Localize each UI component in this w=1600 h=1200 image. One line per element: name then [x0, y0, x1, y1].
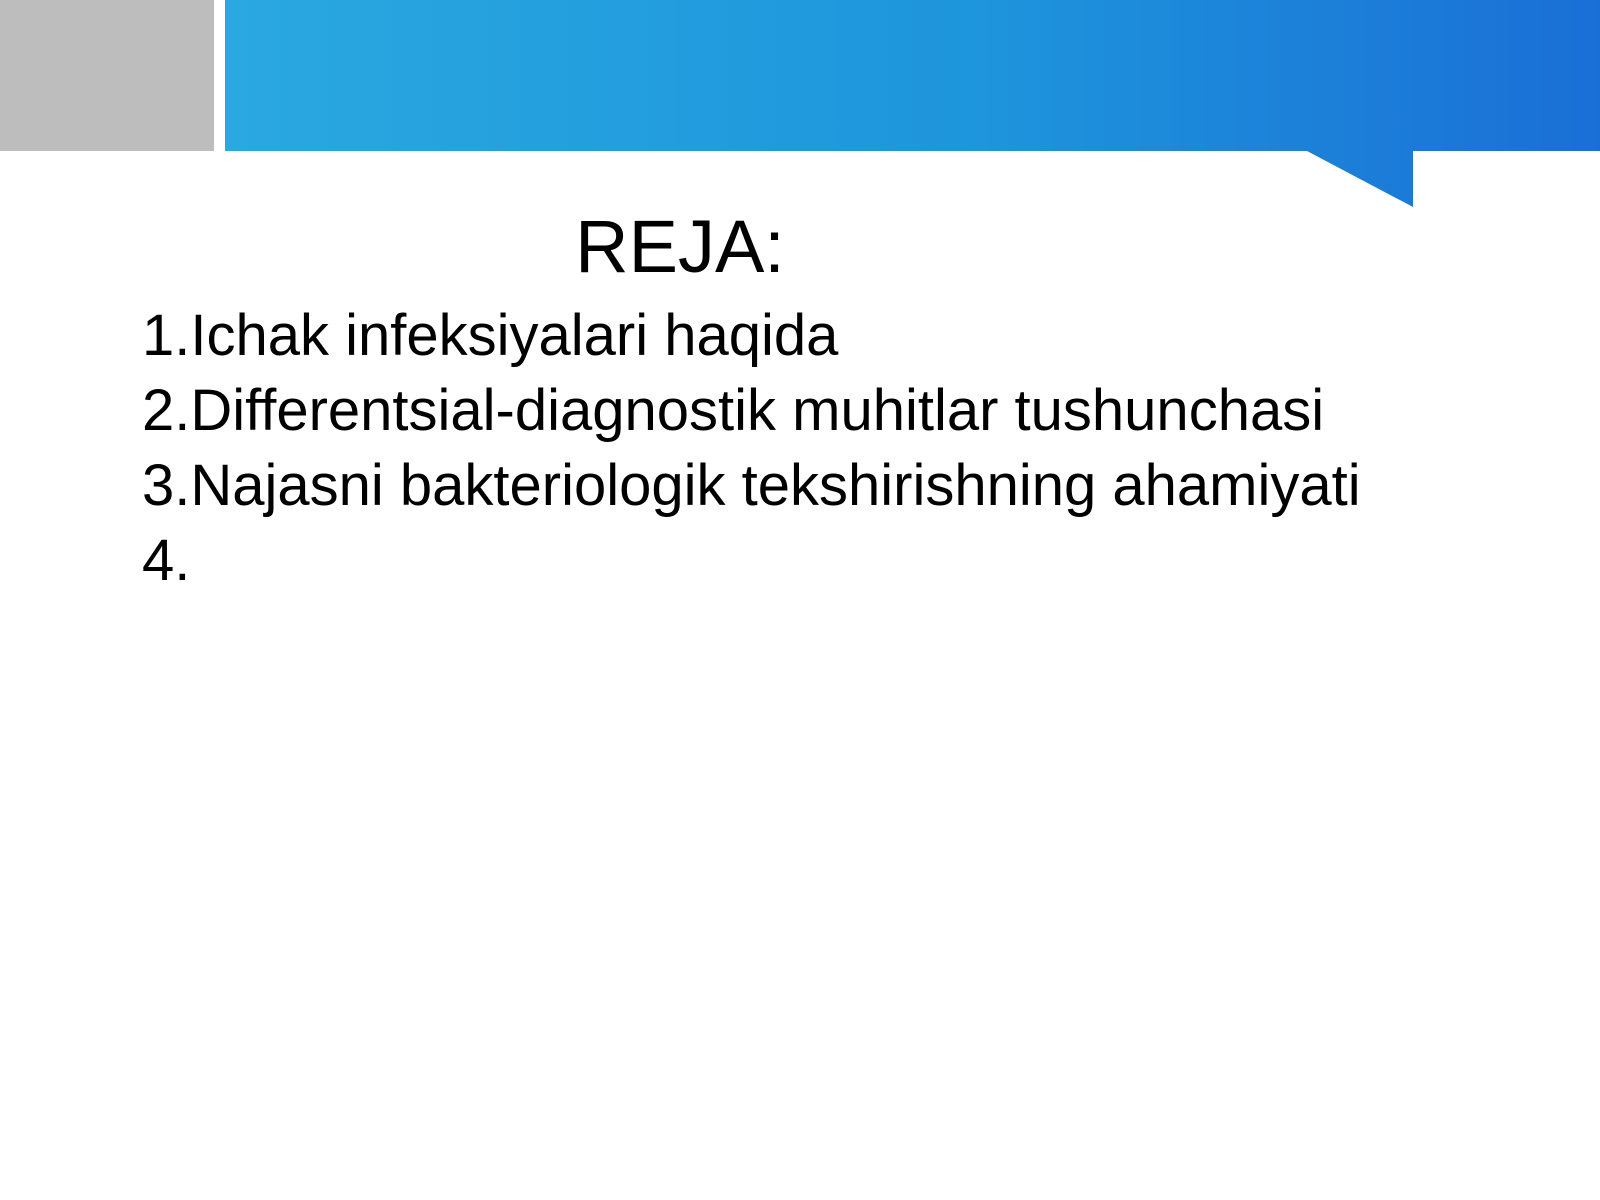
header-banner-shape — [225, 0, 1600, 207]
plan-item: 4. — [142, 528, 191, 593]
plan-item: 1.Ichak infeksiyalari haqida — [142, 303, 839, 368]
header-banner — [0, 0, 1600, 210]
plan-item: 2.Differentsial-diagnostik muhitlar tushunchasi — [142, 378, 1325, 443]
plan-item: 3.Najasni bakteriologik tekshirishning ahamiyati — [142, 453, 1361, 518]
slide-title: REJA: — [575, 205, 785, 288]
plan-list — [142, 298, 1361, 598]
header-gray-block — [0, 0, 214, 151]
